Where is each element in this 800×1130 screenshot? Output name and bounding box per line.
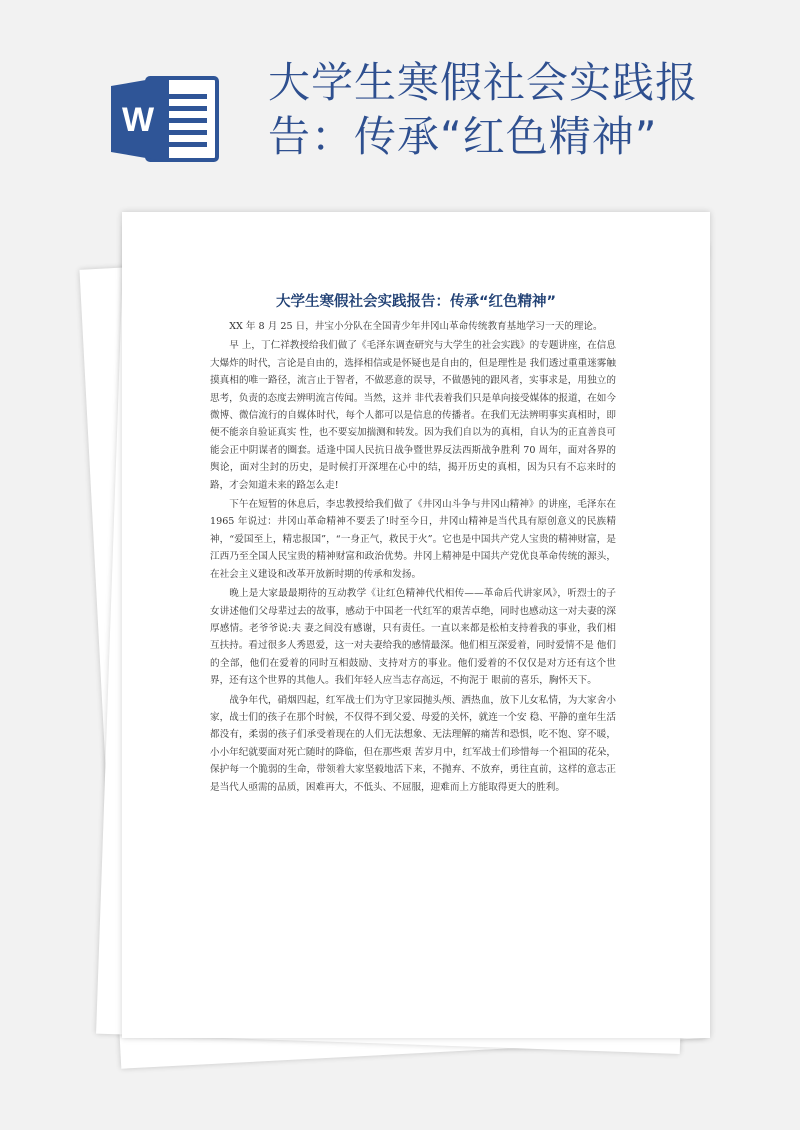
paragraph: 下午在短暂的休息后，李忠教授给我们做了《井冈山斗争与井冈山精神》的讲座，毛泽东在 1965 年说过：井冈山革命精神不要丢了!时至今日，井冈山精神是当代具有原创意义的民族精神，“爱国至上，精忠报国”，“一身正气，救民于火”。它也是中国共产党人宝贵的精神财富，是江西乃至全国人民宝贵的精神财富和政治优势。井冈上精神是中国共产党优良革命传统的源头，在社会主义建设和改革开放新时期的传承和发扬。 [210,499,616,580]
header [0,0,800,200]
paragraph: 早 上，丁仁祥教授给我们做了《毛泽东调查研究与大学生的社会实践》的专题讲座，在信息大爆炸的时代，言论是自由的，选择相信或是怀疑也是自由的，但是理性是 我们透过重重迷雾触摸真相的唯一路径，流言止于智者，不做恶意的误导，不做愚钝的跟风者，实事求是，用独立的思考，负责的态度去辨明流言传闻。当然，这并 非代表着我们只是单向接受媒体的报道，在如今微博、微信流行的自媒体时代，每个人都可以是信息的传播者。在我们无法辨明事实真相时，即便不能亲自验证真实 性，也不要妄加揣测和转发。因为我们自以为的真相，自认为的正直善良可能会正中阴谋者的圈套。适逢中国人民抗日战争暨世界反法西斯战争胜利 70 周年，面对各界的舆论，面对尘封的历史，是时候打开深埋在心中的结，揭开历史的真相，因为只有不忘来时的路，才会知道未来的路怎么走! [210,340,616,491]
paragraph: XX 年 8 月 25 日，井宝小分队在全国青少年井冈山革命传统教育基地学习一天的理论。 [229,321,603,332]
document-body [210,318,616,798]
paragraph: 晚上是大家最最期待的互动教学《让红色精神代代相传——革命后代讲家风》，听烈士的子女讲述他们父母辈过去的故事，感动于中国老一代红军的艰苦卓绝，同时也感动这一对夫妻的深厚感情。老爷爷说:夫 妻之间没有感谢，只有责任。一直以来都是松柏支持着我的事业，我们相互扶持。看过很多人秀恩爱，这一对夫妻给我的感情最深。他们相互深爱着，同时爱情不是 他们的全部，他们在爱着的同时互相鼓励、支持对方的事业。他们爱着的不仅仅是对方还有这个世界，还有这个世界的其他人。我们年轻人应当志存高远，不拘泥于 眼前的喜乐，胸怀天下。 [210,588,616,687]
paragraph: 战争年代，硝烟四起，红军战士们为守卫家园抛头颅、洒热血，放下儿女私情，为大家舍小家，战士们的孩子在那个时候，不仅得不到父爱、母爱的关怀，就连一个安 稳、平静的童年生活都没有，柔弱的孩子们承受着现在的人们无法想象、无法理解的痛苦和恐惧，吃不饱、穿不暖，小小年纪就要面对死亡随时的降临，但在那些艰 苦岁月中，红军战士们珍惜每一个祖国的花朵，保护每一个脆弱的生命，带领着大家坚毅地活下来，不抛弃、不放弃，勇往直前，这样的意志正是当代人亟需的品质，困难再大，不低头、不屈服，迎难而上方能取得更大的胜利。 [210,694,616,793]
word-document-icon [107,72,223,166]
page-title: 大学生寒假社会实践报告：传承“红色精神” [268,58,699,161]
document-page [122,212,710,1038]
word-icon-letter: W [121,101,155,139]
document-title: 大学生寒假社会实践报告：传承“红色精神” [275,294,557,310]
